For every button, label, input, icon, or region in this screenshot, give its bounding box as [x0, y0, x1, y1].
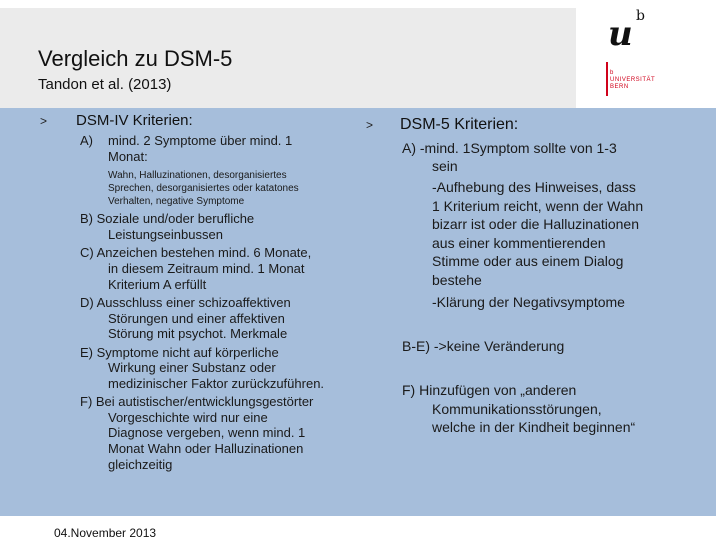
left-f-line3: Diagnose vergeben, wenn mind. 1: [108, 425, 306, 440]
slide-title: Vergleich zu DSM-5: [38, 46, 233, 71]
right-a-line6: aus einer kommentierenden: [432, 235, 606, 251]
left-a-detail-line3: Verhalten, negative Symptome: [108, 196, 245, 207]
right-a-line3: -Aufhebung des Hinweises, dass: [432, 179, 636, 195]
left-f-line5: gleichzeitig: [108, 457, 173, 472]
left-a-line1: mind. 2 Symptome über mind. 1: [108, 133, 293, 148]
logo-accent-line: [606, 62, 608, 96]
left-a-line2: Monat:: [108, 149, 148, 164]
left-f-line1: F) Bei autistischer/entwicklungsgestörter: [80, 394, 314, 409]
right-bullet-icon: >: [366, 118, 374, 132]
left-f-line4: Monat Wahn oder Halluzinationen: [108, 441, 304, 456]
left-b-line1: B) Soziale und/oder berufliche: [80, 211, 255, 226]
left-d-line1: D) Ausschluss einer schizoaffektiven: [80, 295, 291, 310]
left-bullet-icon: >: [40, 114, 48, 128]
university-logo: [606, 8, 716, 98]
slide-subtitle: Tandon et al. (2013): [38, 76, 172, 93]
logo-wordmark: [610, 70, 655, 91]
footer-date: 04.November 2013: [54, 526, 157, 540]
logo-letter-b: b: [636, 8, 645, 24]
left-e-line2: Wirkung einer Substanz oder: [108, 360, 276, 375]
right-f-line1: F) Hinzufügen von „anderen: [402, 382, 577, 398]
right-heading: DSM-5 Kriterien:: [400, 116, 519, 133]
right-be-line: B-E) ->keine Veränderung: [402, 338, 565, 354]
logo-wordmark-line1: b: [610, 70, 614, 76]
left-d-line2: Störungen und einer affektiven: [108, 311, 285, 326]
right-f-line3: welche in der Kindheit beginnen“: [432, 419, 636, 435]
left-d-line3: Störung mit psychot. Merkmale: [108, 326, 288, 341]
left-e-line3: medizinischer Faktor zurückzuführen.: [108, 376, 325, 391]
left-b-line2: Leistungseinbussen: [108, 227, 223, 242]
left-heading: DSM-IV Kriterien:: [76, 112, 193, 129]
right-f-line2: Kommunikationsstörungen,: [432, 401, 602, 417]
right-a-line8: bestehe: [432, 272, 482, 288]
right-a-line2: sein: [432, 158, 458, 174]
left-c-line1: C) Anzeichen bestehen mind. 6 Monate,: [80, 245, 312, 260]
logo-letter-u: u: [608, 14, 633, 54]
left-e-line1: E) Symptome nicht auf körperliche: [80, 345, 279, 360]
right-a-line9: -Klärung der Negativsymptome: [432, 294, 625, 310]
left-a-detail-line1: Wahn, Halluzinationen, desorganisiertes: [108, 170, 287, 181]
left-c-line3: Kriterium A erfüllt: [108, 277, 207, 292]
right-a-line4: 1 Kriterium reicht, wenn der Wahn: [432, 198, 644, 214]
left-c-line2: in diesem Zeitraum mind. 1 Monat: [108, 261, 305, 276]
left-a-prefix: A): [80, 133, 93, 148]
logo-wordmark-line3: BERN: [610, 84, 629, 90]
logo-wordmark-line2: UNIVERSITÄT: [610, 77, 656, 83]
right-a-line7: Stimme oder aus einem Dialog: [432, 253, 624, 269]
right-a-line1: A) -mind. 1Symptom sollte von 1-3: [402, 140, 617, 156]
left-f-line2: Vorgeschichte wird nur eine: [108, 410, 268, 425]
right-a-line5: bizarr ist oder die Halluzinationen: [432, 216, 639, 232]
left-a-detail-line2: Sprechen, desorganisiertes oder katatones: [108, 183, 299, 194]
